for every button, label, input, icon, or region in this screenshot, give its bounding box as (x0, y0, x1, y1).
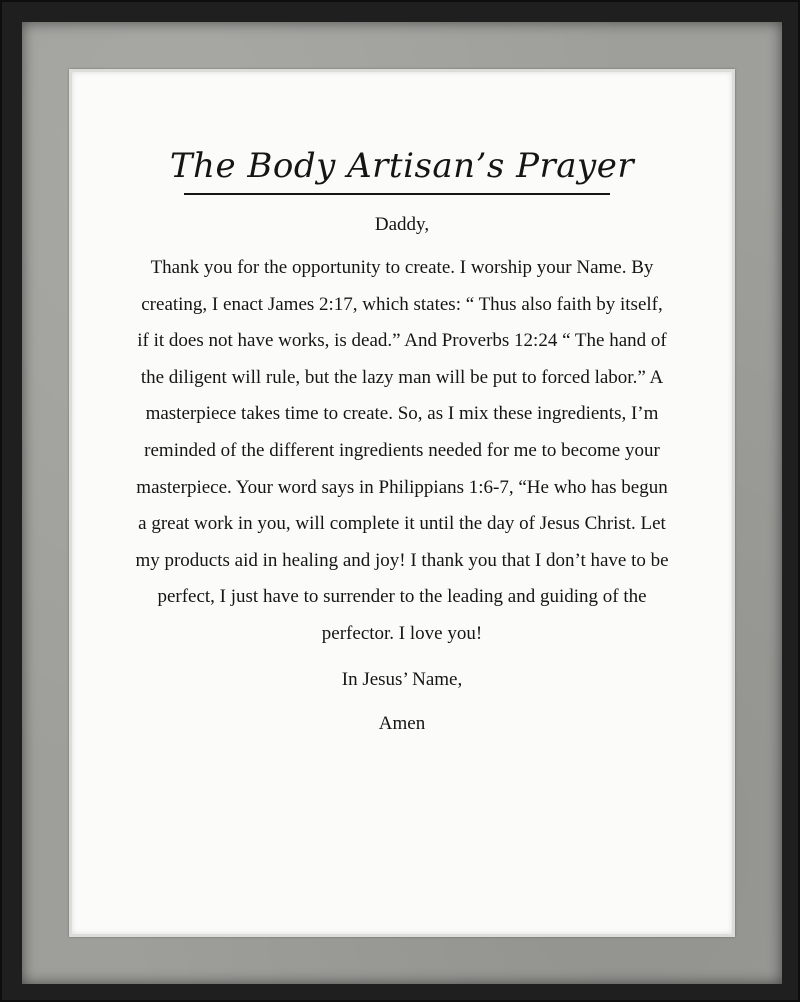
prayer-document (72, 72, 732, 934)
signoff: Amen (378, 712, 426, 734)
mat-bevel (69, 69, 735, 937)
salutation: Daddy, (374, 214, 430, 235)
document-title: The Body Artisan’s Prayer (169, 146, 635, 186)
title-underline (184, 193, 610, 195)
gray-mat (22, 22, 782, 984)
closing-line: In Jesus’ Name, (341, 668, 463, 690)
prayer-paragraph: Thank you for the opportunity to create. I worship your Name. By creating, I enact James 2:17, which states: “ Thus also faith by itself, if it does not have works, is dead.” And Proverbs 12:24 “ The hand of the diligent will rule, but the lazy man will be put to forced labor.” A masterpiece takes time to create. So, as I mix these ingredients, I’m reminded of the different ingredients needed for me to become your masterpiece. Your word says in Philippians 1:6-7, “He who has begun a great work in you, will complete it until the day of Jesus Christ. Let my products aid in healing and joy! I thank you that I don’t have to be perfect, I just have to surrender to the leading and guiding of the perfector. I love you! (135, 257, 669, 644)
document-body (134, 212, 670, 737)
